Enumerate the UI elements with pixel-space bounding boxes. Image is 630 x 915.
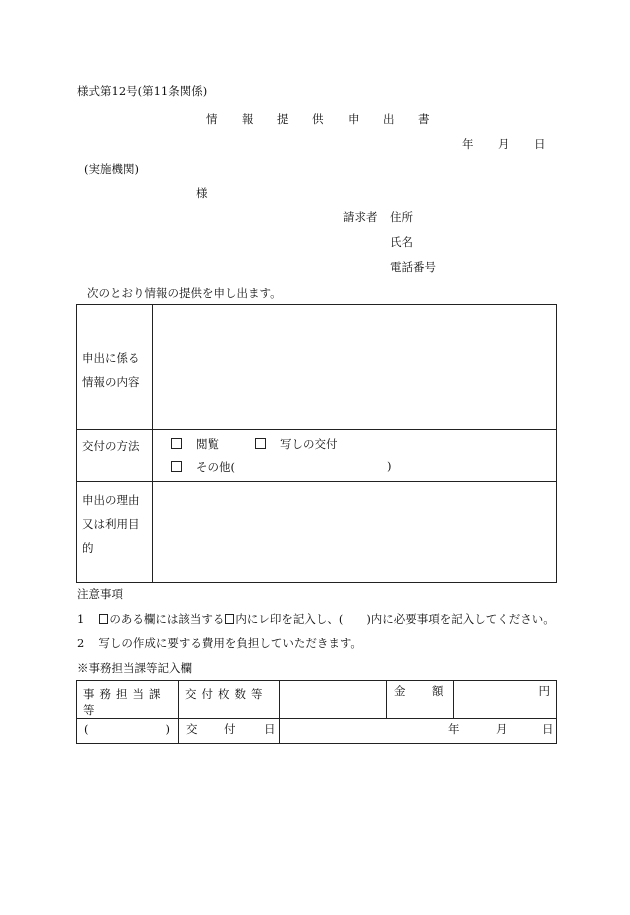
reason-input-cell[interactable] (153, 482, 557, 583)
date-month: 月 (498, 137, 510, 151)
other-checkbox[interactable] (171, 461, 182, 472)
note-1 (77, 614, 555, 626)
checkbox-glyph (99, 614, 108, 624)
content-label-cell (77, 305, 153, 430)
address-label: 住所 (390, 210, 413, 224)
title-char: 申 (348, 112, 360, 126)
issue-label-char: 付 (224, 722, 236, 736)
amount-label-cell (387, 681, 454, 719)
issue-year: 年 (448, 722, 460, 736)
content-label-line: 情報の内容 (82, 375, 140, 389)
copies-label-cell (179, 681, 280, 719)
dept-paren-close: ) (165, 722, 170, 736)
note-text: 内にレ印を記入し、( )内に必要事項を記入してください。 (235, 612, 555, 626)
intro-text: 次のとおり情報の提供を申し出ます。 (87, 286, 282, 300)
issue-label-char: 交 (186, 722, 198, 736)
note-number: 2 (77, 636, 85, 650)
title-char: 提 (277, 112, 289, 126)
dept-label-cell (77, 681, 179, 719)
amount-label-char: 金 (394, 684, 406, 698)
amount-label-char: 額 (432, 684, 444, 698)
title-char: 供 (312, 112, 324, 126)
note-text: 写しの作成に要する費用を負担していただきます。 (98, 636, 362, 650)
title-char: 書 (418, 112, 430, 126)
copies-value-cell[interactable] (280, 681, 387, 719)
view-checkbox[interactable] (171, 438, 182, 449)
issue-day: 日 (542, 722, 554, 736)
method-options-cell (153, 430, 557, 482)
date-year: 年 (462, 137, 474, 151)
dept-value-cell[interactable] (77, 719, 179, 744)
reason-label-line: 申出の理由 (82, 493, 140, 507)
title-char: 情 (206, 112, 218, 126)
reason-label-line: 的 (82, 541, 94, 555)
yen-label: 円 (538, 684, 550, 698)
request-table (76, 304, 557, 583)
phone-label: 電話番号 (390, 260, 436, 274)
reason-label-line: 又は利用目 (82, 517, 140, 531)
issue-month: 月 (496, 722, 508, 736)
agency-label: (実施機関) (84, 162, 139, 176)
name-label: 氏名 (390, 235, 413, 249)
content-input-cell[interactable] (153, 305, 557, 430)
content-label-line: 申出に係る (82, 351, 140, 365)
form-number: 様式第12号(第11条関係) (77, 84, 208, 98)
issue-date-cell[interactable] (280, 719, 557, 744)
copy-label: 写しの交付 (280, 437, 338, 451)
notes-heading: 注意事項 (77, 587, 123, 601)
issue-label-char: 日 (264, 722, 276, 736)
reason-label-cell (77, 482, 153, 583)
office-heading: ※事務担当課等記入欄 (77, 661, 192, 675)
view-option[interactable] (171, 438, 219, 451)
method-label-cell (77, 430, 153, 482)
copy-checkbox[interactable] (255, 438, 266, 449)
copies-label: 交付枚数等 (185, 687, 268, 701)
title-char: 報 (242, 112, 254, 126)
amount-value-cell[interactable] (454, 681, 557, 719)
other-label: その他( (196, 460, 235, 474)
other-option[interactable] (171, 461, 235, 474)
copy-option[interactable] (255, 438, 338, 451)
checkbox-glyph (225, 614, 234, 624)
other-close-paren: ) (387, 459, 392, 473)
dept-paren-open: ( (84, 722, 89, 736)
dept-label: 事務担当課等 (83, 687, 166, 717)
issue-label-cell (179, 719, 280, 744)
method-label: 交付の方法 (82, 439, 140, 453)
date-day: 日 (534, 137, 546, 151)
note-2 (77, 638, 362, 650)
note-text: のある欄には該当する (109, 612, 225, 626)
note-number: 1 (77, 612, 85, 626)
requester-label: 請求者 (343, 210, 378, 224)
office-table (76, 680, 557, 744)
title-char: 出 (383, 112, 395, 126)
view-label: 閲覧 (196, 437, 219, 451)
honorific: 様 (196, 186, 208, 200)
